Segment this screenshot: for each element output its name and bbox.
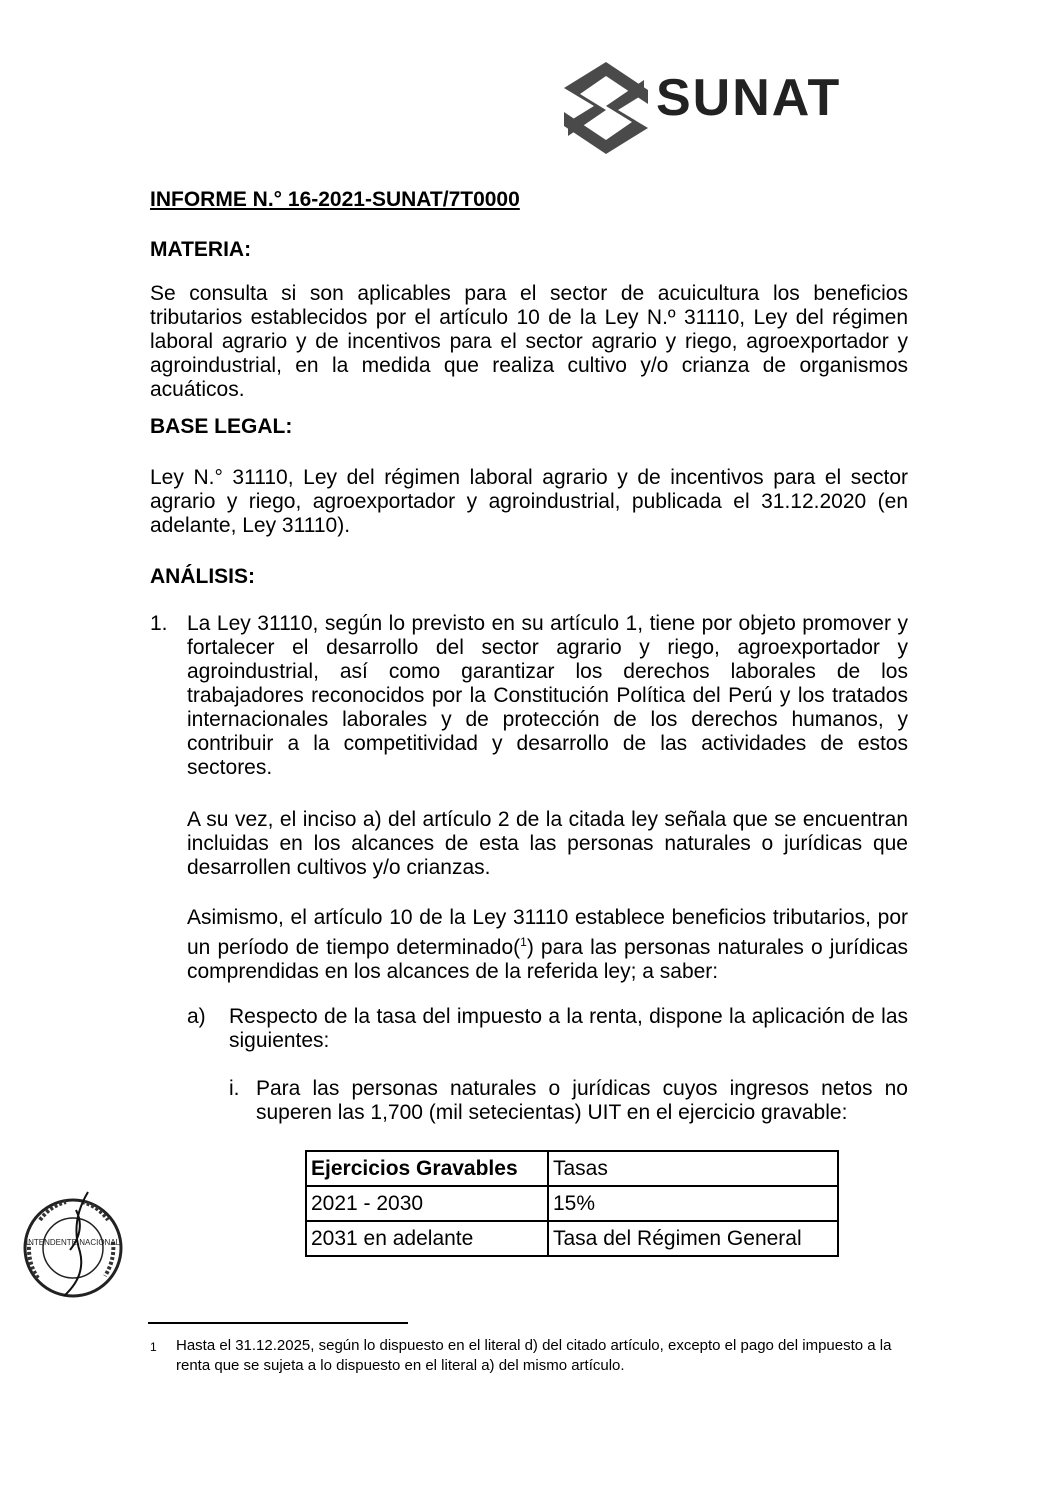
logo-wordmark: SUNAT <box>656 69 842 127</box>
report-title: INFORME N.° 16-2021-SUNAT/7T0000 <box>150 188 520 211</box>
footnote-separator <box>148 1322 408 1324</box>
table-cell: 2031 en adelante <box>306 1221 548 1256</box>
seal-center-text: INTENDENTE NACIONAL <box>25 1238 121 1247</box>
footnote-reference: 1 <box>520 935 527 949</box>
table-header-row <box>306 1151 838 1186</box>
sunat-logo-mark-icon <box>560 60 652 156</box>
footnote-mark: 1 <box>150 1340 157 1354</box>
analisis-paragraph-2: A su vez, el inciso a) del artículo 2 de la citada ley señala que se encuentran incluidas en los alcances de esta las personas naturales o jurídicas que desarrollen cultivos y/o crianzas. <box>187 808 908 879</box>
analisis-paragraph-1: La Ley 31110, según lo previsto en su artículo 1, tiene por objeto promover y fortalecer el desarrollo del sector agrario y riego, agroexportador y agroindustrial, así como garantizar los derechos laborales de los trabajadores reconocidos por la Constitución Política del Perú y los tratados internacionales laborales y de protección de los derechos humanos, y contribuir a la competitividad y desarrollo de las actividades de estos sectores. <box>187 612 908 779</box>
official-seal-stamp <box>18 1190 128 1302</box>
analisis-heading: ANÁLISIS: <box>150 565 255 588</box>
table-cell: 2021 - 2030 <box>306 1186 548 1221</box>
paragraph-3-start: Asimismo, el artículo 10 de la Ley 31110 establece beneficios tributarios, por un período de tiempo determinado( <box>187 906 908 959</box>
item-i-label: i. <box>229 1077 240 1100</box>
item-number: 1. <box>150 612 168 635</box>
materia-body: Se consulta si son aplicables para el sector de acuicultura los beneficios tributarios establecidos por el artículo 10 de la Ley N.º 31110, Ley del régimen laboral agrario y de incentivos para el sector agrario y riego, agroexportador y agroindustrial, en la medida que realiza cultivo y/o crianza de organismos acuáticos. <box>150 282 908 401</box>
base-legal-heading: BASE LEGAL: <box>150 415 293 438</box>
item-a-text: Respecto de la tasa del impuesto a la renta, dispone la aplicación de las siguientes: <box>229 1005 908 1052</box>
tax-rates-table <box>305 1150 839 1257</box>
analisis-paragraph-3 <box>187 906 908 984</box>
materia-heading: MATERIA: <box>150 238 252 261</box>
footnote-text: Hasta el 31.12.2025, según lo dispuesto en el literal d) del citado artículo, excepto el pago del impuesto a la renta que se sujeta a lo dispuesto en el literal a) del mismo artículo. <box>176 1337 892 1374</box>
table-header-cell: Ejercicios Gravables <box>306 1151 548 1186</box>
paragraph-3-end: ) para las personas naturales o jurídicas comprendidas en los alcances de la referida ley; a saber: <box>187 936 908 983</box>
seal-icon <box>18 1190 128 1302</box>
table-row <box>306 1186 838 1221</box>
table-cell: Tasa del Régimen General <box>548 1221 838 1256</box>
base-legal-body: Ley N.° 31110, Ley del régimen laboral agrario y de incentivos para el sector agrario y riego, agroexportador y agroindustrial, publicada el 31.12.2020 (en adelante, Ley 31110). <box>150 466 908 537</box>
table-header-cell: Tasas <box>548 1151 838 1186</box>
table-row <box>306 1221 838 1256</box>
sunat-logo <box>560 60 910 156</box>
item-i-text: Para las personas naturales o jurídicas cuyos ingresos netos no superen las 1,700 (mil setecientas) UIT en el ejercicio gravable: <box>256 1077 908 1124</box>
item-a-label: a) <box>187 1005 206 1028</box>
table-cell: 15% <box>548 1186 838 1221</box>
